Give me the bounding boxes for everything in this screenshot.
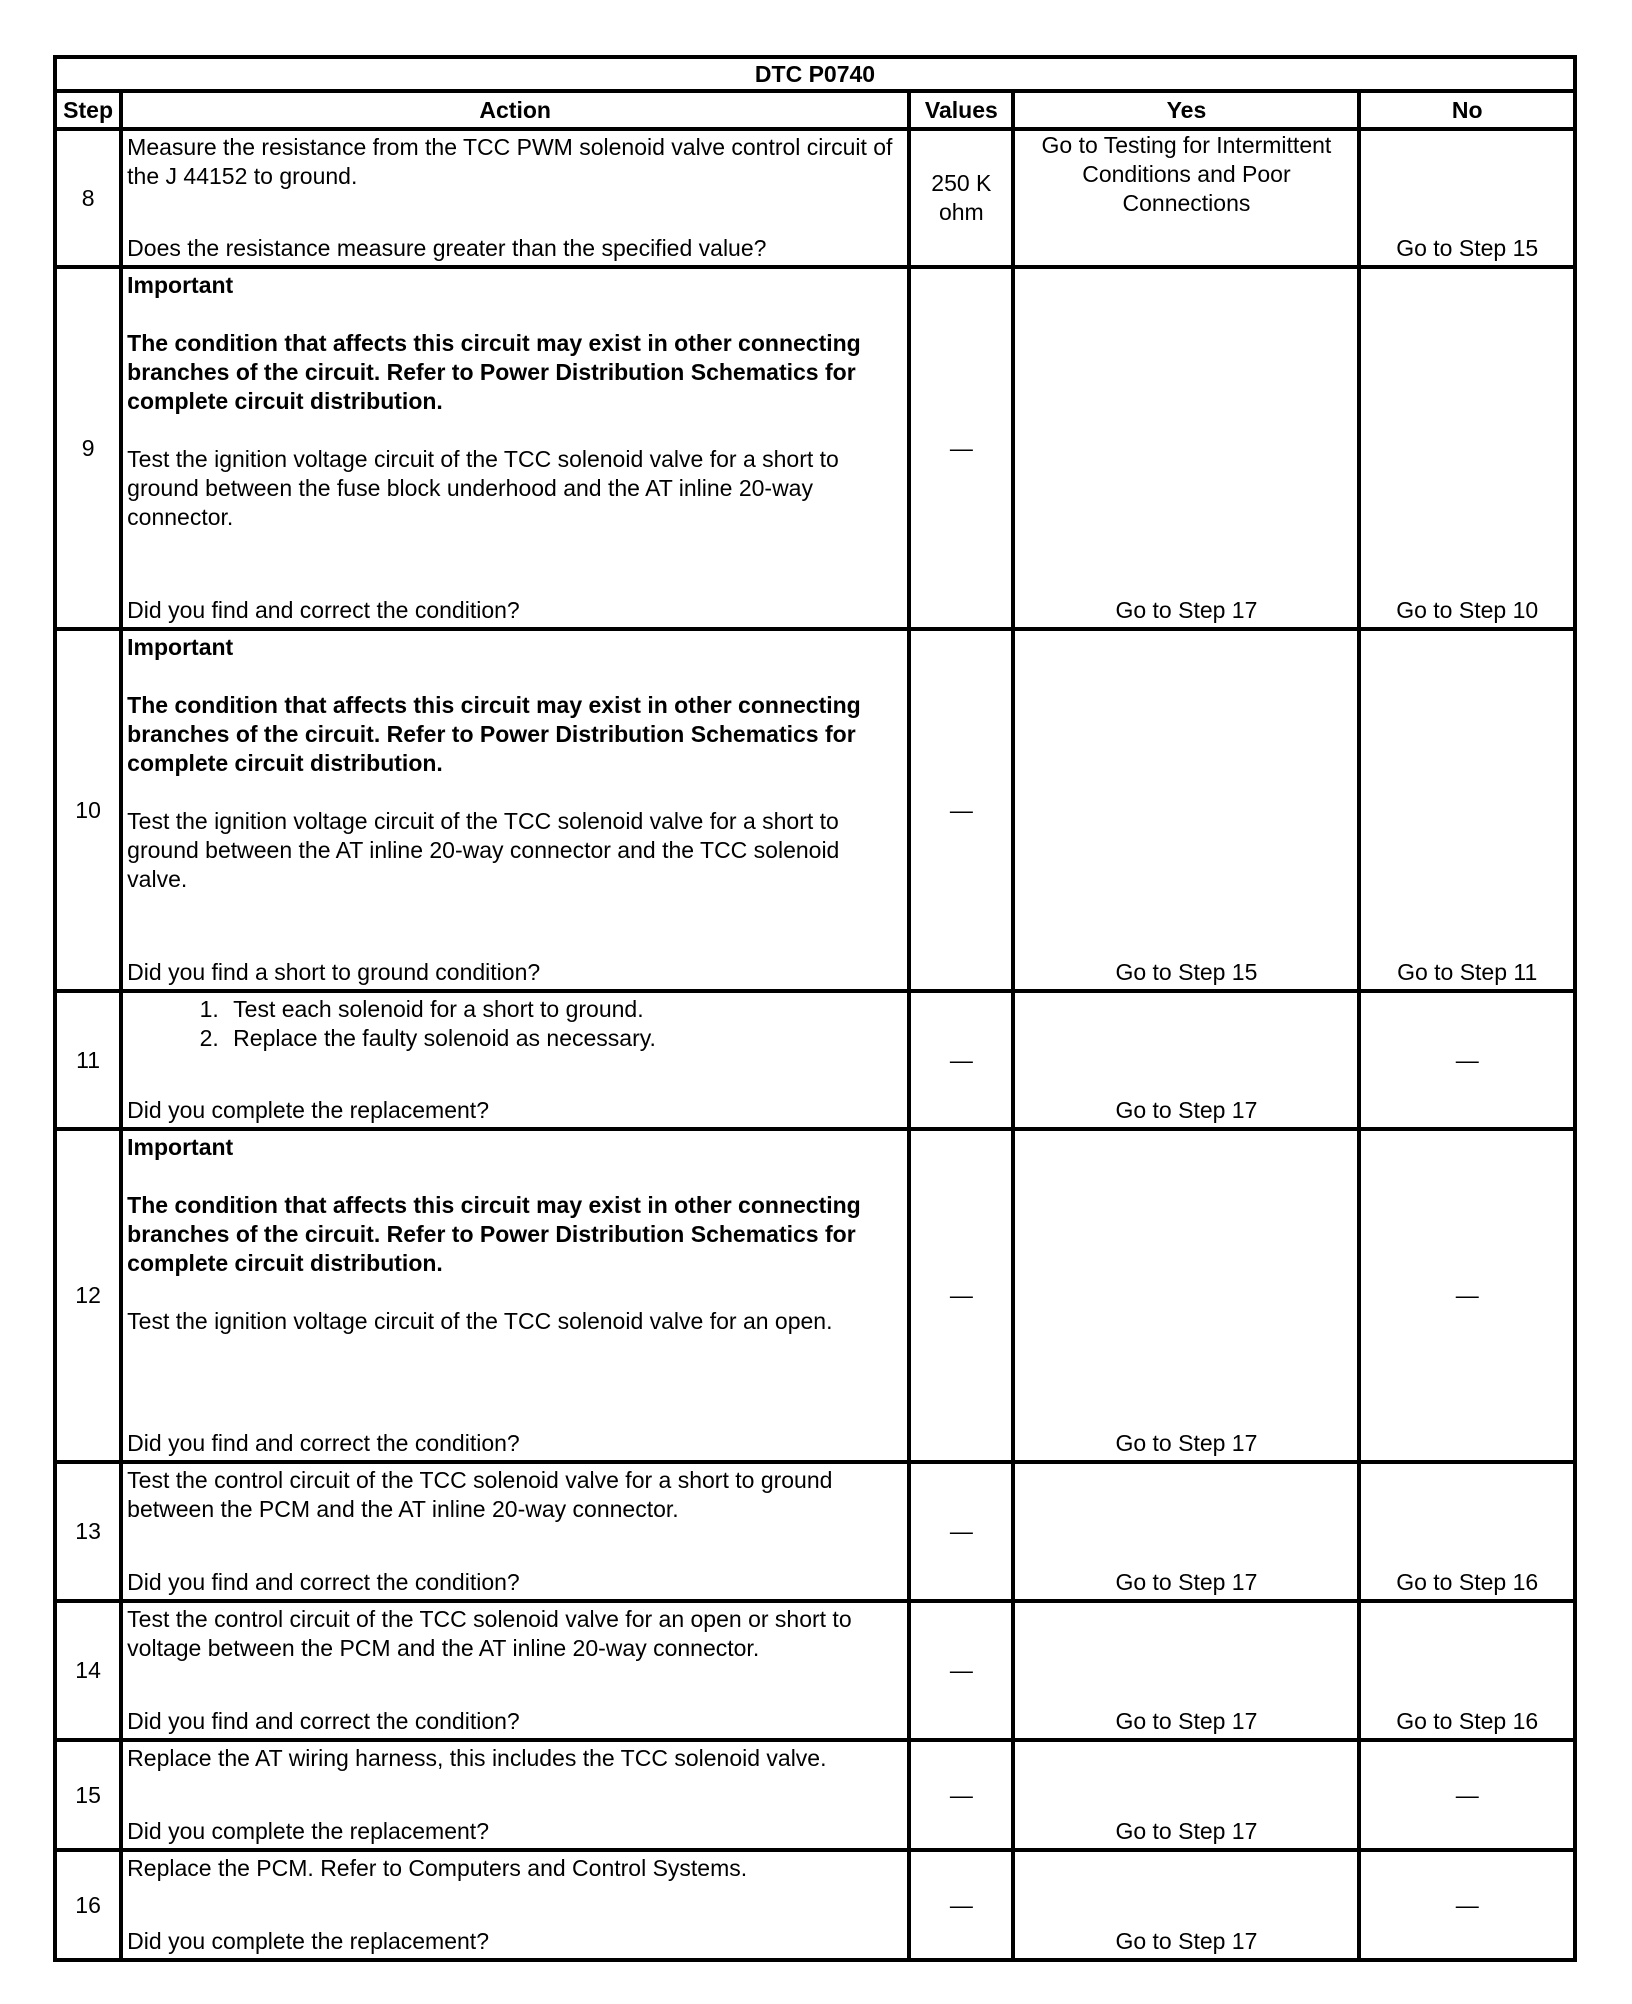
- value-cell: —: [909, 1462, 1013, 1601]
- action-question: Does the resistance measure greater than the specified value?: [127, 235, 767, 261]
- important-note: The condition that affects this circuit may exist in other connecting branches of the circuit. Refer to Power Distribution Schematics for complete circuit distribution.: [127, 1192, 861, 1276]
- action-text: Test the control circuit of the TCC solenoid valve for a short to ground between the PCM and the AT inline 20-way connector.: [127, 1467, 833, 1522]
- value-cell: —: [909, 267, 1013, 629]
- yes-cell: Go to Step 17: [1013, 1129, 1359, 1462]
- action-cell: [121, 629, 909, 991]
- yes-cell: Go to Step 17: [1013, 1601, 1359, 1740]
- action-text: Measure the resistance from the TCC PWM solenoid valve control circuit of the J 44152 to ground.: [127, 134, 893, 189]
- step-number: 10: [55, 629, 121, 991]
- table-row: [55, 991, 1575, 1129]
- action-text: Test the ignition voltage circuit of the TCC solenoid valve for a short to ground between the AT inline 20-way connector and the TCC solenoid valve.: [127, 808, 840, 892]
- table-row: [55, 1740, 1575, 1850]
- action-question: Did you find and correct the condition?: [127, 1708, 520, 1734]
- yes-cell: Go to Step 17: [1013, 1740, 1359, 1850]
- action-question: Did you find and correct the condition?: [127, 1569, 520, 1595]
- table-row: [55, 1850, 1575, 1960]
- action-cell: [121, 129, 909, 267]
- action-text: Test the control circuit of the TCC solenoid valve for an open or short to voltage between the PCM and the AT inline 20-way connector.: [127, 1606, 852, 1661]
- action-text: Test the ignition voltage circuit of the TCC solenoid valve for a short to ground between the fuse block underhood and the AT inline 20-way connector.: [127, 446, 839, 530]
- value-cell: —: [909, 991, 1013, 1129]
- step-number: 11: [55, 991, 121, 1129]
- action-question: Did you complete the replacement?: [127, 1928, 489, 1954]
- action-cell: [121, 1129, 909, 1462]
- diagnostic-table: [53, 55, 1577, 1962]
- action-question: Did you find a short to ground condition?: [127, 959, 541, 985]
- yes-cell: Go to Step 17: [1013, 1462, 1359, 1601]
- no-cell: —: [1359, 1129, 1575, 1462]
- value-cell: [909, 129, 1013, 267]
- list-item: 2. Replace the faulty solenoid as necessary.: [225, 1024, 903, 1053]
- step-number: 15: [55, 1740, 121, 1850]
- important-note: The condition that affects this circuit may exist in other connecting branches of the circuit. Refer to Power Distribution Schematics for complete circuit distribution.: [127, 330, 861, 414]
- value-cell: —: [909, 629, 1013, 991]
- step-number: 16: [55, 1850, 121, 1960]
- table-row: [55, 1601, 1575, 1740]
- no-cell: Go to Step 10: [1359, 267, 1575, 629]
- important-label: Important: [127, 634, 234, 660]
- action-question: Did you complete the replacement?: [127, 1097, 489, 1123]
- no-cell: Go to Step 16: [1359, 1462, 1575, 1601]
- value-cell: —: [909, 1740, 1013, 1850]
- header-values: Values: [909, 91, 1013, 129]
- no-cell: Go to Step 15: [1359, 129, 1575, 267]
- yes-cell: [1013, 129, 1359, 267]
- action-cell: [121, 1740, 909, 1850]
- no-cell: —: [1359, 1850, 1575, 1960]
- yes-cell: Go to Step 17: [1013, 267, 1359, 629]
- action-question: Did you find and correct the condition?: [127, 1430, 520, 1456]
- header-action: Action: [121, 91, 909, 129]
- action-text: Test the ignition voltage circuit of the TCC solenoid valve for an open.: [127, 1308, 833, 1334]
- important-label: Important: [127, 272, 234, 298]
- table-row: [55, 1462, 1575, 1601]
- action-cell: [121, 1462, 909, 1601]
- action-cell: [121, 1601, 909, 1740]
- table-title: DTC P0740: [55, 57, 1575, 91]
- yes-cell: Go to Step 17: [1013, 1850, 1359, 1960]
- action-list: [127, 995, 903, 1053]
- action-cell: [121, 267, 909, 629]
- no-cell: Go to Step 16: [1359, 1601, 1575, 1740]
- table-row: [55, 1129, 1575, 1462]
- yes-text: Go to Testing for Intermittent Conditions and Poor Connections: [1041, 132, 1332, 216]
- step-number: 13: [55, 1462, 121, 1601]
- no-cell: —: [1359, 991, 1575, 1129]
- step-number: 8: [55, 129, 121, 267]
- yes-cell: Go to Step 17: [1013, 991, 1359, 1129]
- step-number: 14: [55, 1601, 121, 1740]
- step-number: 9: [55, 267, 121, 629]
- action-question: Did you find and correct the condition?: [127, 597, 520, 623]
- action-question: Did you complete the replacement?: [127, 1818, 489, 1844]
- important-label: Important: [127, 1134, 234, 1160]
- action-cell: [121, 991, 909, 1129]
- list-item: 1. Test each solenoid for a short to ground.: [225, 995, 903, 1024]
- no-cell: Go to Step 11: [1359, 629, 1575, 991]
- value-cell: —: [909, 1601, 1013, 1740]
- table-row: [55, 629, 1575, 991]
- value-text: 250 K ohm: [931, 170, 992, 225]
- header-yes: Yes: [1013, 91, 1359, 129]
- yes-cell: Go to Step 15: [1013, 629, 1359, 991]
- no-cell: —: [1359, 1740, 1575, 1850]
- table-row: [55, 267, 1575, 629]
- table-row: [55, 129, 1575, 267]
- action-text: Replace the PCM. Refer to Computers and Control Systems.: [127, 1855, 748, 1881]
- important-note: The condition that affects this circuit may exist in other connecting branches of the circuit. Refer to Power Distribution Schematics for complete circuit distribution.: [127, 692, 861, 776]
- header-no: No: [1359, 91, 1575, 129]
- step-number: 12: [55, 1129, 121, 1462]
- value-cell: —: [909, 1850, 1013, 1960]
- header-step: Step: [55, 91, 121, 129]
- action-cell: [121, 1850, 909, 1960]
- action-text: Replace the AT wiring harness, this includes the TCC solenoid valve.: [127, 1745, 827, 1771]
- value-cell: —: [909, 1129, 1013, 1462]
